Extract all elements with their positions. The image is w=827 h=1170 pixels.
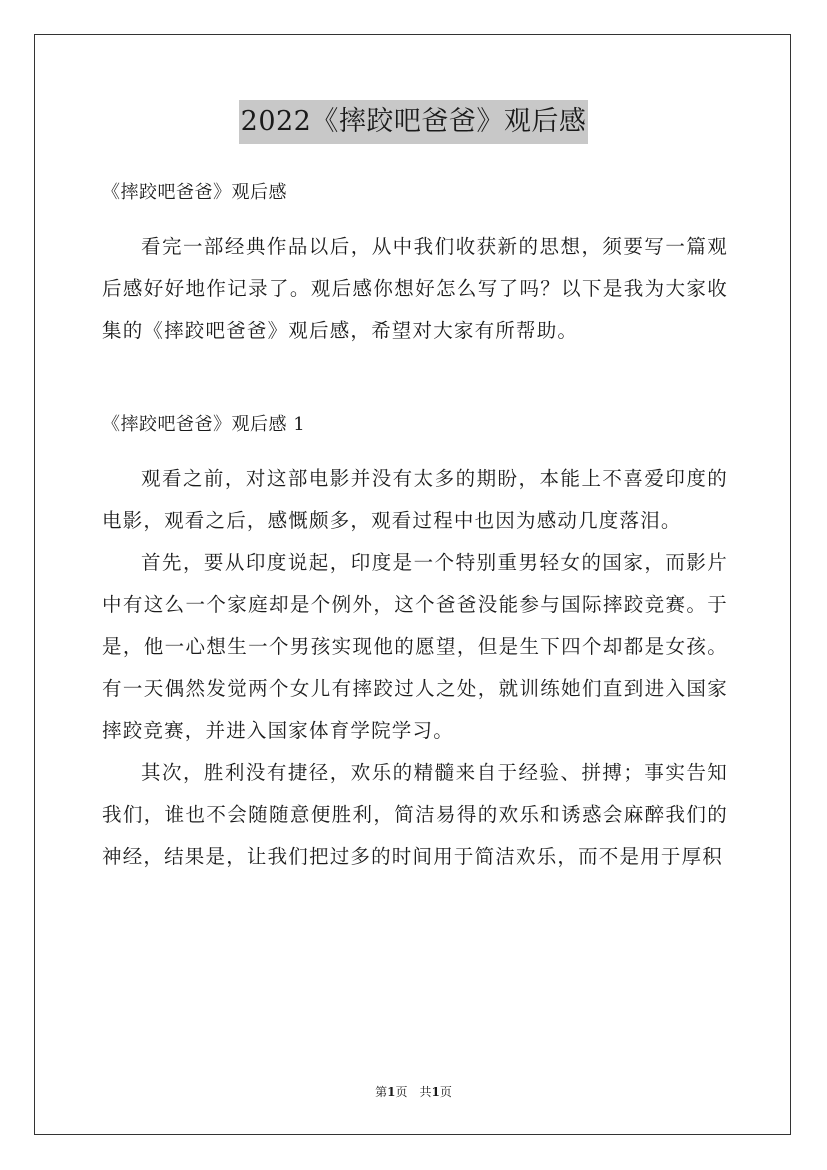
section-paragraph: 观看之前，对这部电影并没有太多的期盼，本能上不喜爱印度的电影，观看之后，感慨颇多，观看过程中也因为感动几度落泪。 bbox=[102, 467, 728, 532]
intro-heading: 《摔跤吧爸爸》观后感 bbox=[102, 182, 287, 203]
title-wrap bbox=[0, 100, 827, 144]
section-heading: 《摔跤吧爸爸》观后感 1 bbox=[102, 414, 306, 435]
intro-paragraph: 看完一部经典作品以后，从中我们收获新的思想，须要写一篇观后感好好地作记录了。观后感你想好怎么写了吗？以下是我为大家收集的《摔跤吧爸爸》观后感，希望对大家有所帮助。 bbox=[102, 235, 728, 342]
footer-page-number: 1 bbox=[387, 1085, 396, 1099]
section-paragraph: 首先，要从印度说起，印度是一个特别重男轻女的国家，而影片中有这么一个家庭却是个例外，这个爸爸没能参与国际摔跤竞赛。于是，他一心想生一个男孩实现他的愿望，但是生下四个却都是女孩。有一天偶然发觉两个女儿有摔跤过人之处，就训练她们直到进入国家摔跤竞赛，并进入国家体育学院学习。 bbox=[102, 551, 728, 742]
footer-total-pages: 1 bbox=[431, 1085, 440, 1099]
document-title: 2022《摔跤吧爸爸》观后感 bbox=[239, 100, 589, 144]
document-body bbox=[102, 176, 728, 878]
section-paragraph: 其次，胜利没有捷径，欢乐的精髓来自于经验、拼搏；事实告知我们，谁也不会随随意便胜利，简洁易得的欢乐和诱惑会麻醉我们的神经，结果是，让我们把过多的时间用于简洁欢乐，而不是用于厚积 bbox=[102, 761, 728, 868]
footer-suffix: 页 bbox=[439, 1085, 452, 1099]
footer-mid: 页 共 bbox=[395, 1085, 432, 1099]
footer-prefix: 第 bbox=[375, 1085, 388, 1099]
page-footer bbox=[0, 1082, 827, 1102]
